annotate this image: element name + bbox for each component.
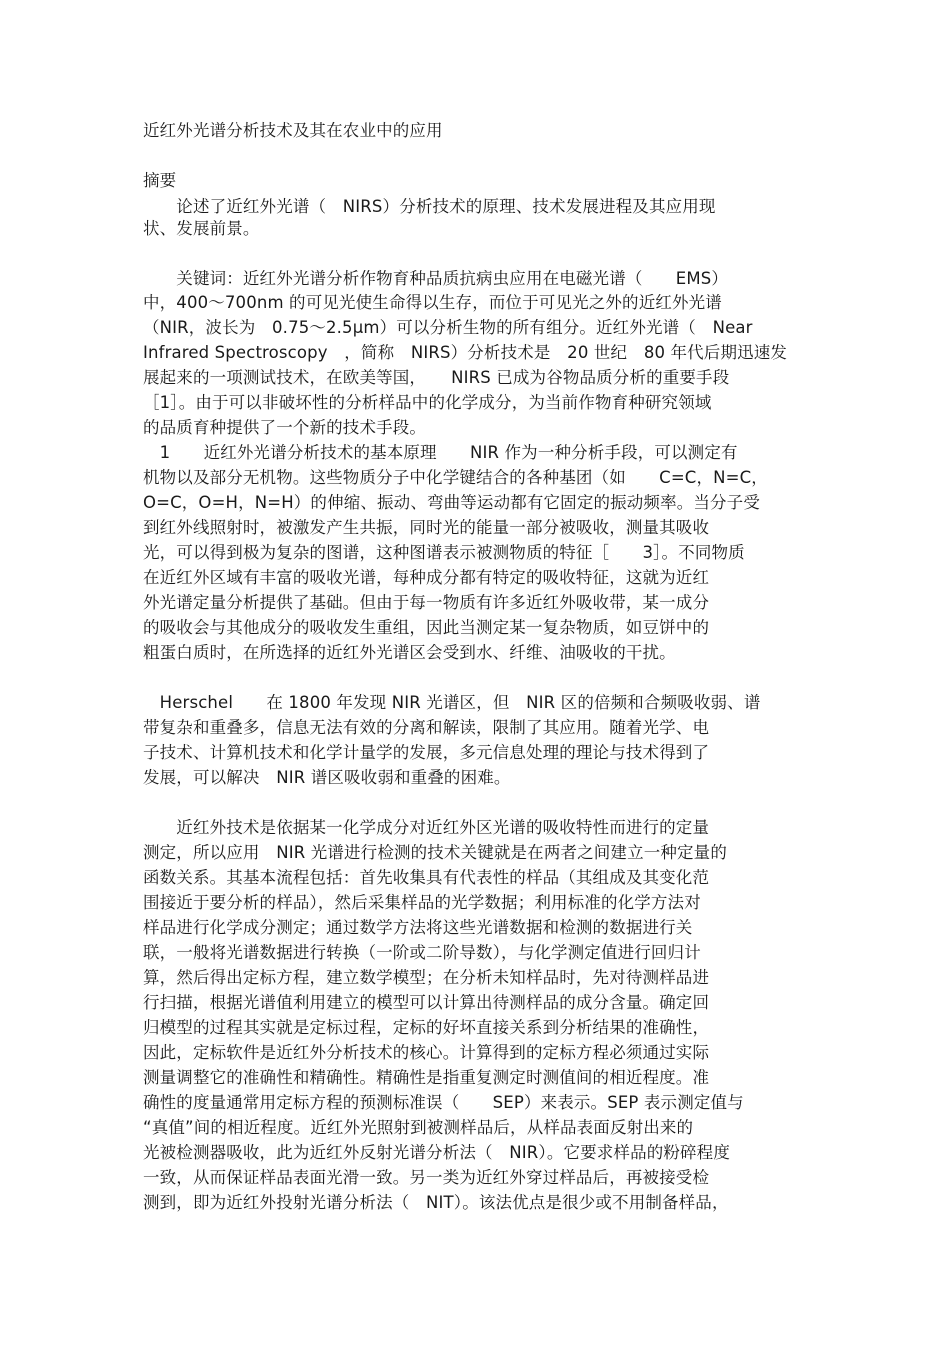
text-line: 的品质育种提供了一个新的技术手段。 — [143, 418, 427, 437]
text-line: ［1］。由于可以非破坏性的分析样品中的化学成分，为当前作物育种研究领域 — [143, 393, 712, 412]
text-line: 测量调整它的准确性和精确性。精确性是指重复测定时测值间的相近程度。准 — [143, 1068, 710, 1087]
text-line: 围接近于要分析的样品），然后采集样品的光学数据；利用标准的化学方法对 — [143, 893, 701, 912]
text-line: 归模型的过程其实就是定标过程，定标的好坏直接关系到分析结果的准确性， — [143, 1018, 710, 1037]
text-line: （NIR，波长为 0.75～2.5μm）可以分析生物的所有组分。近红外光谱（ Near — [143, 318, 753, 337]
text-line: 展起来的一项测试技术，在欧美等国， NIRS 已成为谷物品质分析的重要手段 — [143, 368, 730, 387]
text-line: 在近红外区域有丰富的吸收光谱，每种成分都有特定的吸收特征，这就为近红 — [143, 568, 710, 587]
text-line: Herschel 在 1800 年发现 NIR 光谱区，但 NIR 区的倍频和合频吸收弱、谱 — [143, 693, 761, 712]
text-line: 1 近红外光谱分析技术的基本原理 NIR 作为一种分析手段，可以测定有 — [143, 443, 738, 462]
text-line: 的吸收会与其他成分的吸收发生重组，因此当测定某一复杂物质，如豆饼中的 — [143, 618, 710, 637]
text-line: 近红外技术是依据某一化学成分对近红外区光谱的吸收特性而进行的定量 — [143, 818, 710, 837]
text-line: 光被检测器吸收，此为近红外反射光谱分析法（ NIR）。它要求样品的粉碎程度 — [143, 1143, 730, 1162]
text-line: 算，然后得出定标方程，建立数学模型；在分析未知样品时，先对待测样品进 — [143, 968, 710, 987]
text-line: 到红外线照射时，被激发产生共振，同时光的能量一部分被吸收，测量其吸收 — [143, 518, 710, 537]
text-line: 状、发展前景。 — [143, 219, 260, 238]
text-line: 函数关系。其基本流程包括：首先收集具有代表性的样品（其组成及其变化范 — [143, 868, 710, 887]
text-line: “真值”间的相近程度。近红外光照射到被测样品后，从样品表面反射出来的 — [143, 1118, 694, 1137]
text-line: Infrared Spectroscopy ，简称 NIRS）分析技术是 20 世纪 80 年代后期迅速发 — [143, 343, 788, 362]
text-line: 因此，定标软件是近红外分析技术的核心。计算得到的定标方程必须通过实际 — [143, 1043, 710, 1062]
text-line: 中，400～700nm 的可见光使生命得以生存，而位于可见光之外的近红外光谱 — [143, 293, 722, 312]
text-line: 子技术、计算机技术和化学计量学的发展，多元信息处理的理论与技术得到了 — [143, 743, 710, 762]
text-line: 行扫描，根据光谱值利用建立的模型可以计算出待测样品的成分含量。确定回 — [143, 993, 710, 1012]
text-line: 联，一般将光谱数据进行转换（一阶或二阶导数），与化学测定值进行回归计 — [143, 943, 701, 962]
text-line: 一致，从而保证样品表面光滑一致。另一类为近红外穿过样品后，再被接受检 — [143, 1168, 710, 1187]
text-line: 样品进行化学成分测定；通过数学方法将这些光谱数据和检测的数据进行关 — [143, 918, 693, 937]
text-line: 测定，所以应用 NIR 光谱进行检测的技术关键就是在两者之间建立一种定量的 — [143, 843, 727, 862]
text-line: 测到，即为近红外投射光谱分析法（ NIT）。该法优点是很少或不用制备样品， — [143, 1193, 729, 1212]
text-line: 带复杂和重叠多，信息无法有效的分离和解读，限制了其应用。随着光学、电 — [143, 718, 710, 737]
abstract-heading: 摘要 — [143, 171, 177, 190]
text-line: 光，可以得到极为复杂的图谱，这种图谱表示被测物质的特征［ 3］。不同物质 — [143, 543, 745, 562]
document-title: 近红外光谱分析技术及其在农业中的应用 — [143, 121, 443, 140]
text-line: 粗蛋白质时，在所选择的近红外光谱区会受到水、纤维、油吸收的干扰。 — [143, 643, 676, 662]
text-line: 机物以及部分无机物。这些物质分子中化学键结合的各种基团（如 C=C，N=C， — [143, 468, 768, 487]
text-line: 论述了近红外光谱（ NIRS）分析技术的原理、技术发展进程及其应用现 — [143, 197, 716, 216]
text-line: 外光谱定量分析提供了基础。但由于每一物质有许多近红外吸收带，某一成分 — [143, 593, 710, 612]
text-line: 关键词：近红外光谱分析作物育种品质抗病虫应用在电磁光谱（ EMS） — [143, 269, 729, 288]
text-line: O=C，O=H，N=H）的伸缩、振动、弯曲等运动都有它固定的振动频率。当分子受 — [143, 493, 760, 512]
text-line: 确性的度量通常用定标方程的预测标准误（ SEP）来表示。SEP 表示测定值与 — [143, 1093, 744, 1112]
text-line: 发展，可以解决 NIR 谱区吸收弱和重叠的困难。 — [143, 768, 511, 787]
